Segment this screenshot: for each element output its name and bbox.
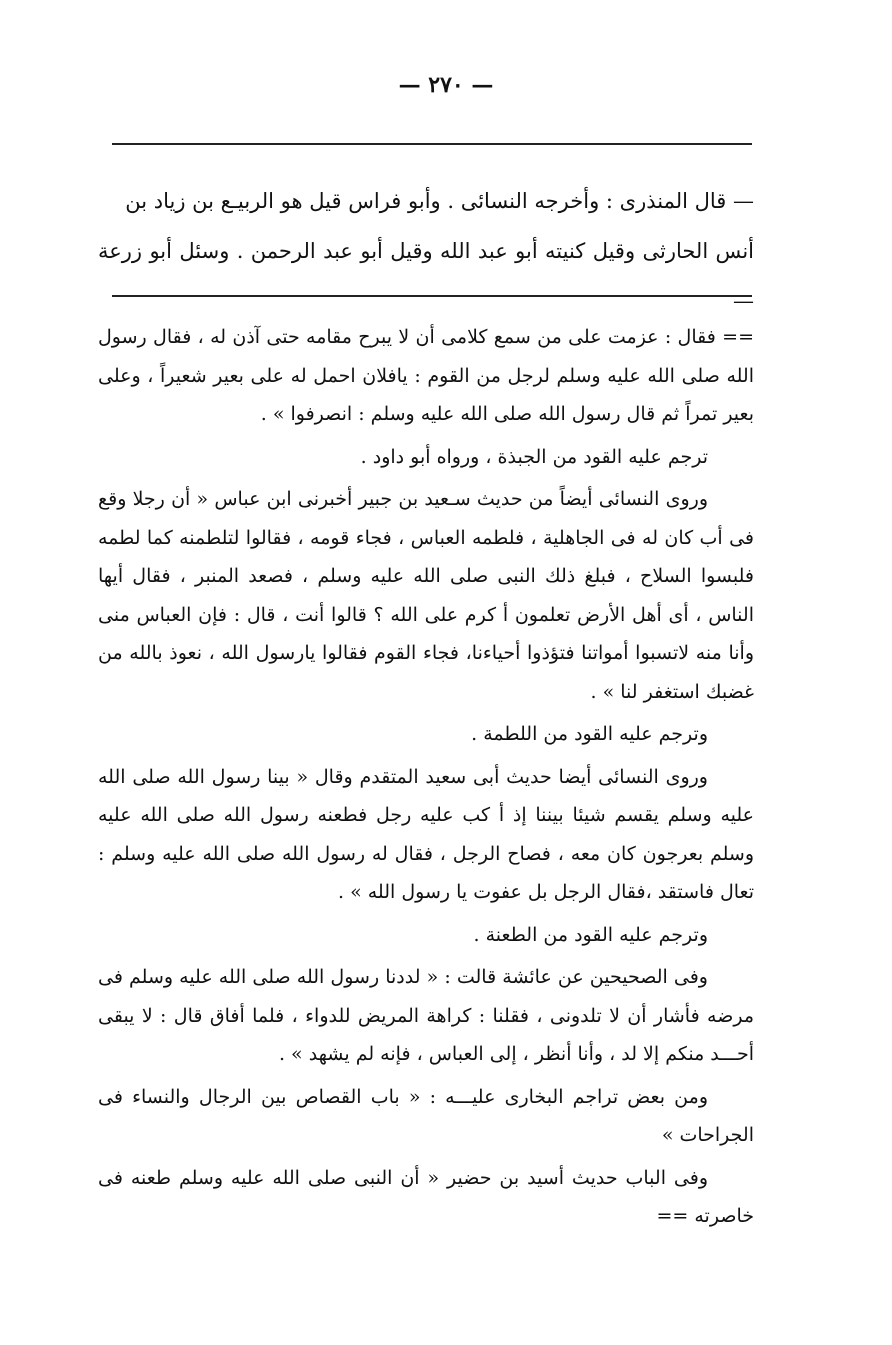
paragraph-tarjama: وترجم عليه القود من اللطمة . (471, 723, 708, 745)
paragraph-hadith: وفى الباب حديث أسيد بن حضير « أن النبى صلى الله عليه وسلم طعنه فى خاصرته == (98, 1166, 754, 1227)
paragraph-bab: ومن بعض تراجم البخارى عليـــه : « باب القصاص بين الرجال والنساء فى الجراحات » (98, 1085, 754, 1146)
footnote-commentary (98, 176, 754, 326)
paragraph-hadith: وفى الصحيحين عن عائشة قالت : « لددنا رسول الله صلى الله عليه وسلم فى مرضه فأشار أن لا تلدونى ، فقلنا : كراهة المريض للدواء ، فلما أفاق قال : لا يبقى أحـــد منكم إلا لد ، وأنا أنظر ، إلى العباس ، فإنه لم يشهد » . (98, 966, 754, 1065)
paragraph-hadith: وروى النسائى أيضاً من حديث سـعيد بن جبير أخبرنى ابن عباس « أن رجلا وقع فى أب كان له فى الجاهلية ، فلطمه العباس ، فجاء قومه ، فقالوا لتلطمنه كما لطمه فلبسوا السلاح ، فبلغ ذلك النبى صلى الله عليه وسلم ، فصعد المنبر ، فقال أيها الناس ، أى أهل الأرض تعلمون أ كرم على الله ؟ قالوا أنت ، قال : فإن العباس منى وأنا منه لاتسبوا أمواتنا فتؤذوا أحياءنا، فجاء القوم فقالوا يارسول الله ، نعوذ بالله من غضبك استغفر لنا » . (98, 488, 754, 703)
top-divider (112, 143, 752, 145)
paragraph-tarjama: وترجم عليه القود من الطعنة . (473, 923, 708, 946)
paragraph-tarjama: ترجم عليه القود من الجبذة ، ورواه أبو داود . (360, 445, 708, 468)
section-divider (112, 295, 752, 297)
commentary-line: — قال المنذرى : وأخرجه النسائى . وأبو فراس قيل هو الربيـع بن زياد بن (125, 189, 754, 213)
main-text (98, 318, 754, 1240)
commentary-line: أنس الحارثى وقيل كنيته أبو عبد الله وقيل أبو عبد الرحمن . وسئل أبو زرعة — (98, 239, 754, 313)
page-number: — ٢٧٠ — (398, 72, 494, 98)
paragraph-hadith: وروى النسائى أيضا حديث أبى سعيد المتقدم وقال « بينا رسول الله صلى الله عليه وسلم يقسم شيئا بيننا إذ أ كب عليه رجل فطعنه رسول الله صلى الله عليه وسلم بعرجون كان معه ، فصاح الرجل ، فقال له رسول الله صلى الله عليه وسلم : تعال فاستقد ،فقال الرجل بل عفوت يا رسول الله » . (98, 765, 754, 903)
paragraph-continuation: == فقال : عزمت على من سمع كلامى أن لا يبرح مقامه حتى آذن له ، فقال رسول الله صلى الله عليه وسلم لرجل من القوم : يافلان احمل له على بعير شعيراً ، وعلى بعير تمراً ثم قال رسول الله صلى الله عليه وسلم : انصرفوا » . (98, 326, 754, 425)
